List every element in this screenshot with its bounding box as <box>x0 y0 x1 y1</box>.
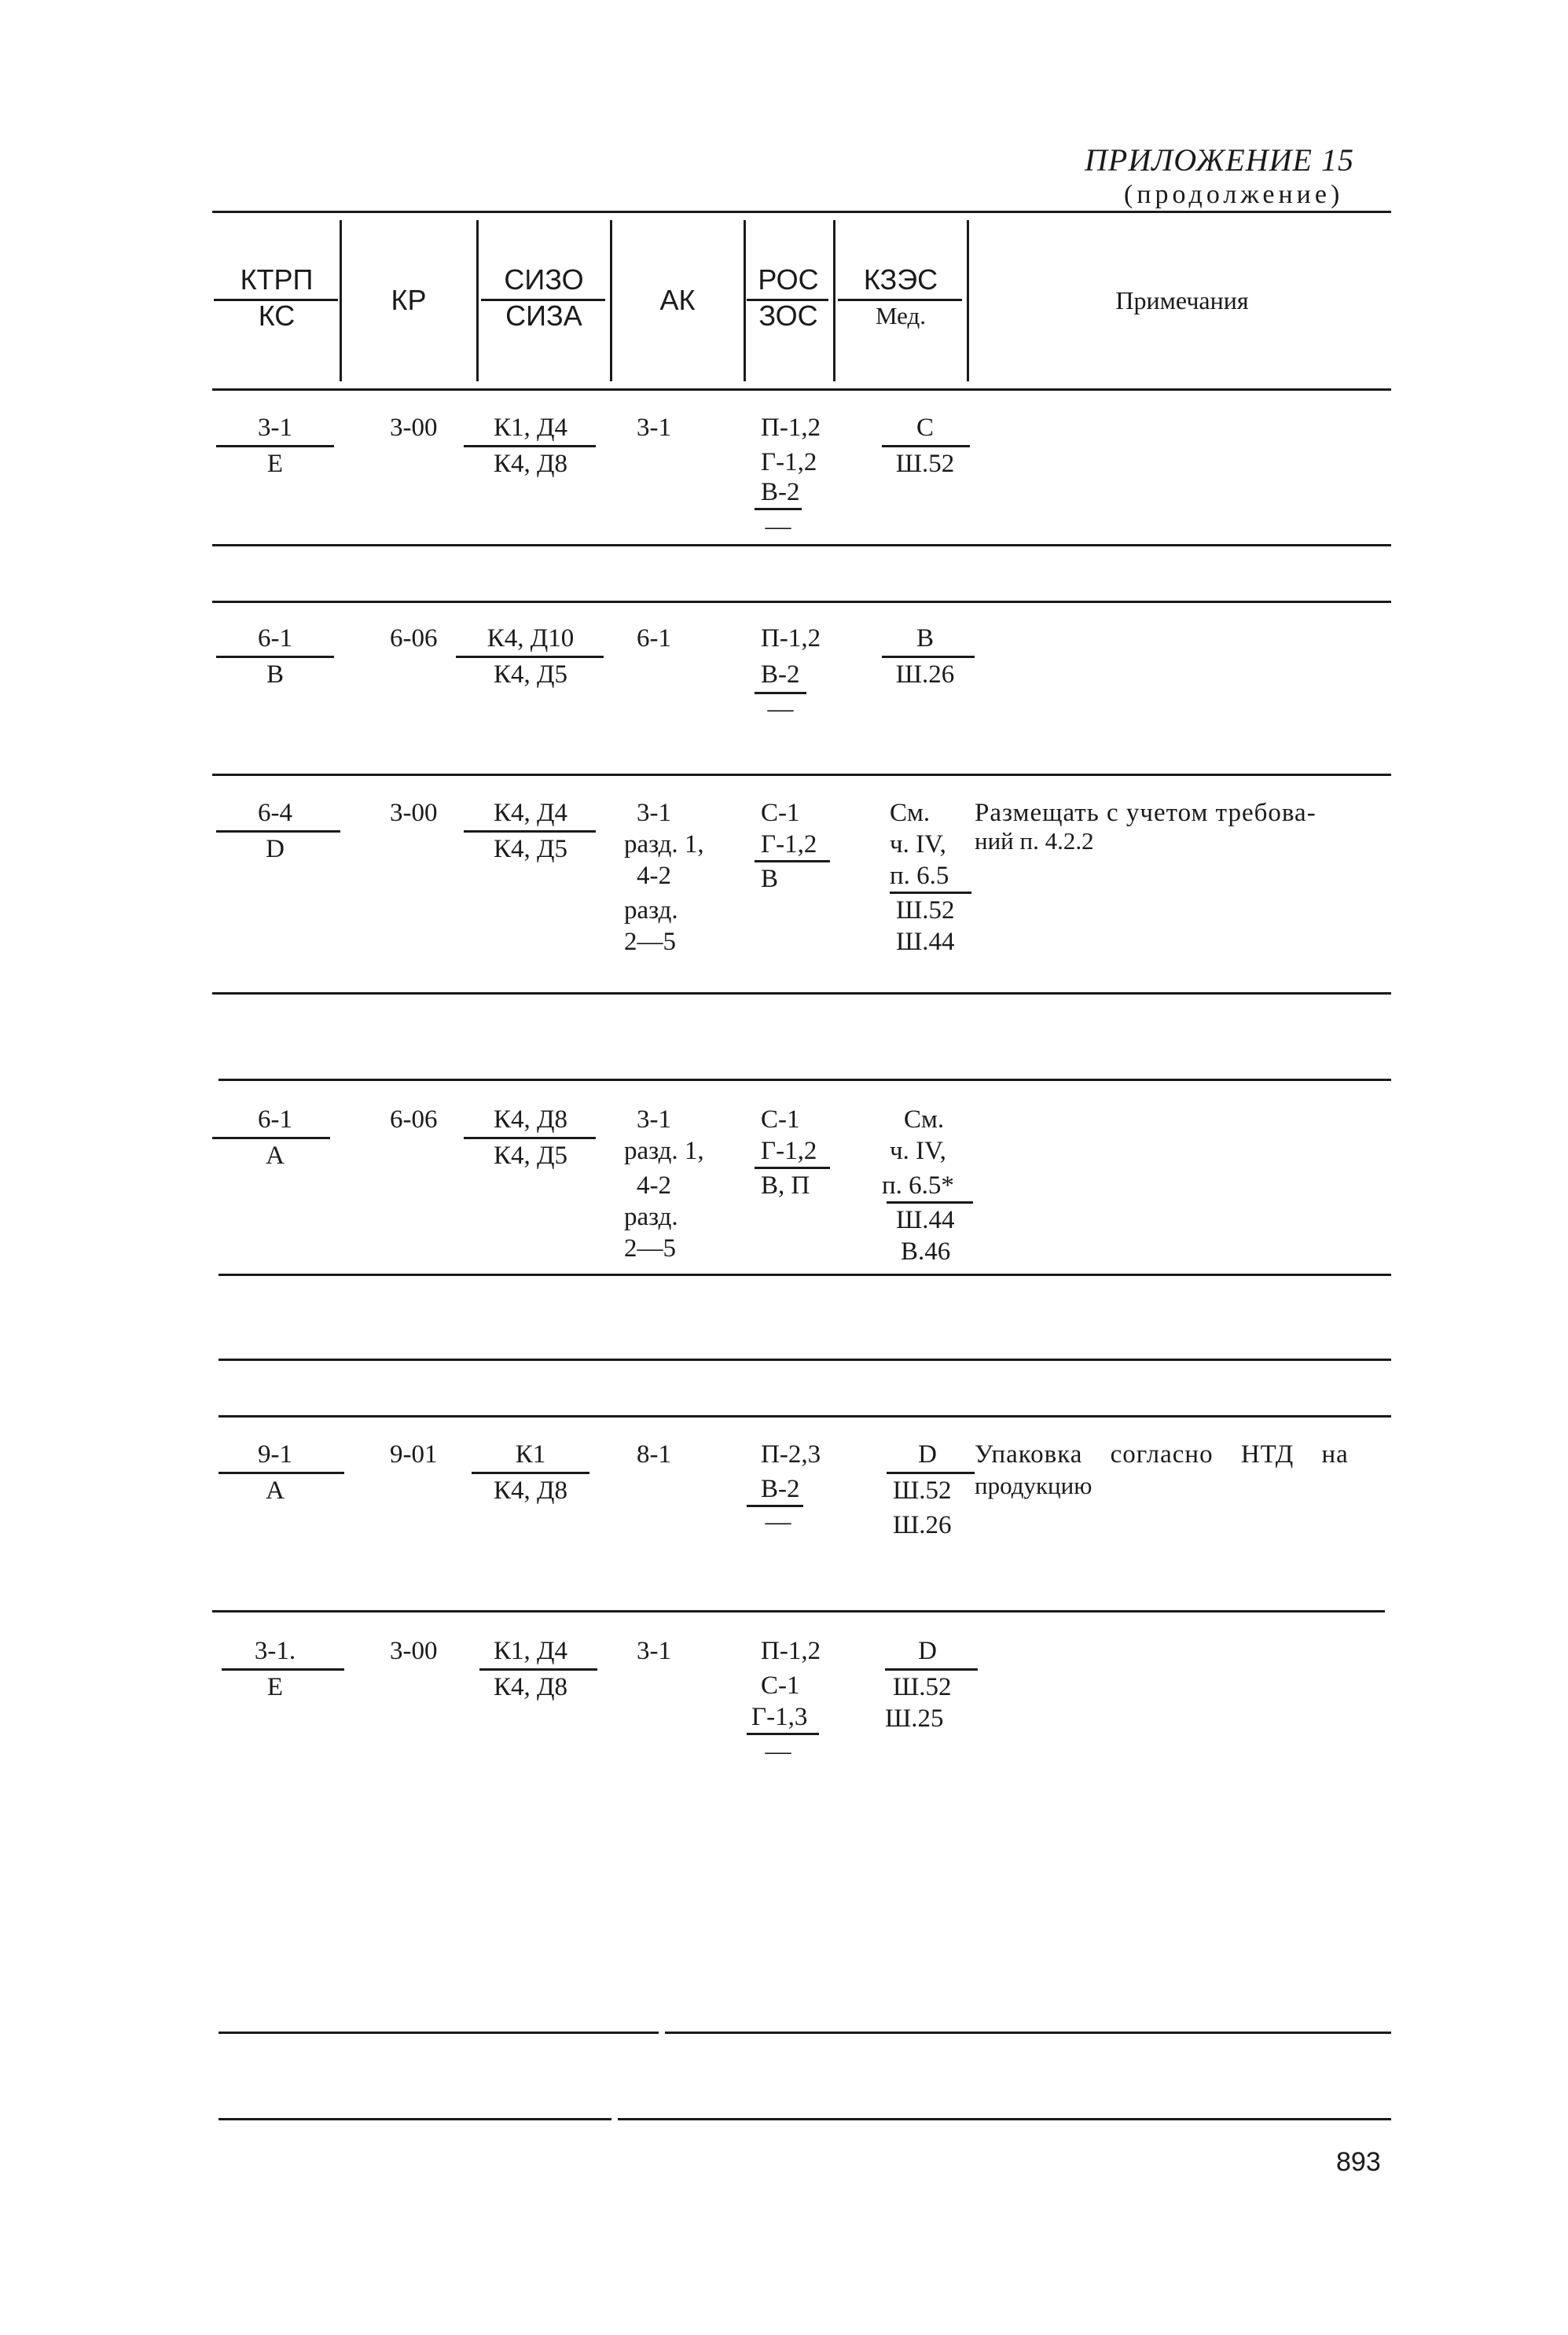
row3-ak: разд. 1, <box>624 830 704 859</box>
header-med: Мед. <box>875 302 927 329</box>
header-siza: СИЗА <box>505 300 582 332</box>
row3-kzes: п. 6.5 <box>890 862 949 890</box>
row4-ak: разд. <box>624 1203 678 1231</box>
row4-kzes: п. 6.5* <box>882 1171 954 1200</box>
row-separator <box>218 1359 1391 1361</box>
row2-ros: В-2 <box>761 660 800 689</box>
row3-ros: Г-1,2 <box>761 830 817 859</box>
row3-ks: D <box>266 835 285 863</box>
row3-kr: 3-00 <box>390 799 438 827</box>
row2-kr: 6-06 <box>390 624 438 653</box>
row1-ktrp: 3-1 <box>258 414 292 442</box>
row1-sizo: К1, Д4 <box>493 414 568 442</box>
row5-siza: К4, Д8 <box>493 1476 568 1505</box>
row3-sizo: К4, Д4 <box>493 799 568 827</box>
row3-kzes: См. <box>890 799 931 827</box>
row6-ros: П-1,2 <box>761 1637 821 1665</box>
page-number: 893 <box>1336 2147 1381 2177</box>
appendix-subtitle: (продолжение) <box>1124 180 1344 209</box>
row3-ak: 4-2 <box>637 862 671 890</box>
row4-sizo: К4, Д8 <box>493 1105 568 1134</box>
row1-ros: Г-1,2 <box>761 448 817 476</box>
row6-kr: 3-00 <box>390 1637 438 1665</box>
header-ktrp: КТРП <box>240 263 314 296</box>
row5-med: Ш.26 <box>893 1511 952 1539</box>
row6-ros: С-1 <box>761 1671 800 1700</box>
row4-ktrp: 6-1 <box>258 1105 292 1134</box>
row2-ak: 6-1 <box>637 624 671 653</box>
row4-siza: К4, Д5 <box>493 1142 568 1170</box>
row6-sizo: К1, Д4 <box>493 1637 568 1665</box>
row4-kzes: ч. IV, <box>890 1137 946 1165</box>
table-bottom-rule <box>218 2032 659 2034</box>
row2-zos: — <box>767 695 794 723</box>
row-separator <box>212 544 1391 546</box>
table-bottom-rule <box>218 2118 611 2120</box>
header-sizo: СИЗО <box>504 263 584 296</box>
row5-ros: В-2 <box>761 1475 800 1503</box>
row1-kr: 3-00 <box>390 414 438 442</box>
row4-ros: С-1 <box>761 1105 800 1134</box>
row3-ros: С-1 <box>761 799 800 827</box>
row2-kzes: В <box>916 624 934 653</box>
row6-med: Ш.25 <box>885 1704 944 1733</box>
row3-zos: В <box>761 865 779 893</box>
table-bottom-rule <box>665 2032 1391 2034</box>
row3-note: ний п. 4.2.2 <box>975 827 1094 855</box>
row1-siza: К4, Д8 <box>493 450 568 478</box>
header-ks: КС <box>258 300 296 332</box>
row-separator <box>218 1079 1391 1081</box>
row3-ak: разд. <box>624 896 678 925</box>
row6-zos: — <box>765 1737 791 1766</box>
row-separator <box>218 1274 1391 1276</box>
row-separator <box>218 1415 1391 1418</box>
row3-kzes: ч. IV, <box>890 830 946 859</box>
row2-ks: В <box>266 660 284 689</box>
row4-ak: 3-1 <box>637 1105 671 1134</box>
row3-ktrp: 6-4 <box>258 799 292 827</box>
row1-ros: П-1,2 <box>761 414 821 442</box>
row2-siza: К4, Д5 <box>493 660 568 689</box>
row5-ktrp: 9-1 <box>258 1440 292 1469</box>
row3-siza: К4, Д5 <box>493 835 568 863</box>
row3-note: Размещать с учетом требова- <box>975 799 1316 827</box>
header-divider <box>833 220 835 381</box>
row6-kzes: D <box>918 1637 937 1665</box>
row1-kzes: С <box>916 414 934 442</box>
row5-med: Ш.52 <box>893 1476 952 1505</box>
row6-siza: К4, Д8 <box>493 1673 568 1701</box>
row5-kr: 9-01 <box>390 1440 438 1469</box>
row4-med: В.46 <box>901 1237 951 1266</box>
row1-zos: — <box>765 513 791 541</box>
row-separator <box>212 601 1391 603</box>
row4-ks: А <box>266 1142 285 1170</box>
row5-sizo: К1 <box>515 1440 546 1469</box>
row4-ak: 4-2 <box>637 1171 671 1200</box>
header-divider <box>340 220 342 381</box>
row3-ak: 2—5 <box>624 928 676 956</box>
header-divider <box>744 220 746 381</box>
row5-ak: 8-1 <box>637 1440 671 1469</box>
row2-med: Ш.26 <box>895 660 955 689</box>
row3-med: Ш.44 <box>896 928 955 956</box>
row6-ktrp: 3-1. <box>254 1637 296 1665</box>
appendix-title: ПРИЛОЖЕНИЕ 15 <box>1085 142 1354 178</box>
row1-ak: 3-1 <box>637 414 671 442</box>
row3-ak: 3-1 <box>637 799 671 827</box>
row6-ak: 3-1 <box>637 1637 671 1665</box>
header-divider <box>610 220 612 381</box>
row5-zos: — <box>765 1508 791 1536</box>
header-divider <box>476 220 479 381</box>
header-divider <box>967 220 969 381</box>
row-separator <box>212 1610 1385 1612</box>
row2-ros: П-1,2 <box>761 624 821 653</box>
row5-note: продукцию <box>975 1472 1092 1499</box>
row4-med: Ш.44 <box>896 1206 955 1234</box>
header-ros: РОС <box>758 263 819 296</box>
row-separator <box>212 774 1391 776</box>
row4-ak: разд. 1, <box>624 1137 704 1165</box>
row6-ros: Г-1,3 <box>751 1703 808 1731</box>
header-kr: КР <box>391 284 427 316</box>
header-kzes: КЗЭС <box>863 263 938 296</box>
row5-ks: А <box>266 1476 285 1505</box>
row-separator <box>212 992 1391 995</box>
row1-ros: В-2 <box>761 478 800 506</box>
row4-zos: В, П <box>761 1171 810 1200</box>
row4-ros: Г-1,2 <box>761 1137 817 1165</box>
header-ak: АК <box>659 284 696 316</box>
row4-kzes: См. <box>904 1105 945 1134</box>
row2-ktrp: 6-1 <box>258 624 292 653</box>
row2-sizo: К4, Д10 <box>487 624 575 653</box>
header-notes: Примечания <box>1115 286 1249 314</box>
row4-ak: 2—5 <box>624 1234 676 1263</box>
row5-ros: П-2,3 <box>761 1440 821 1469</box>
row5-kzes: D <box>918 1440 937 1469</box>
row3-med: Ш.52 <box>896 896 955 925</box>
table-bottom-rule <box>618 2118 1391 2120</box>
header-zos: ЗОС <box>758 300 818 332</box>
row1-med: Ш.52 <box>895 450 955 478</box>
row4-kr: 6-06 <box>390 1105 438 1134</box>
row5-note: Упаковка согласно НТД на <box>975 1440 1349 1469</box>
header-bottom-rule <box>212 388 1391 391</box>
row1-ks: Е <box>266 450 284 478</box>
row6-med: Ш.52 <box>893 1673 952 1701</box>
row6-ks: Е <box>266 1673 284 1701</box>
table-top-rule <box>212 211 1391 213</box>
